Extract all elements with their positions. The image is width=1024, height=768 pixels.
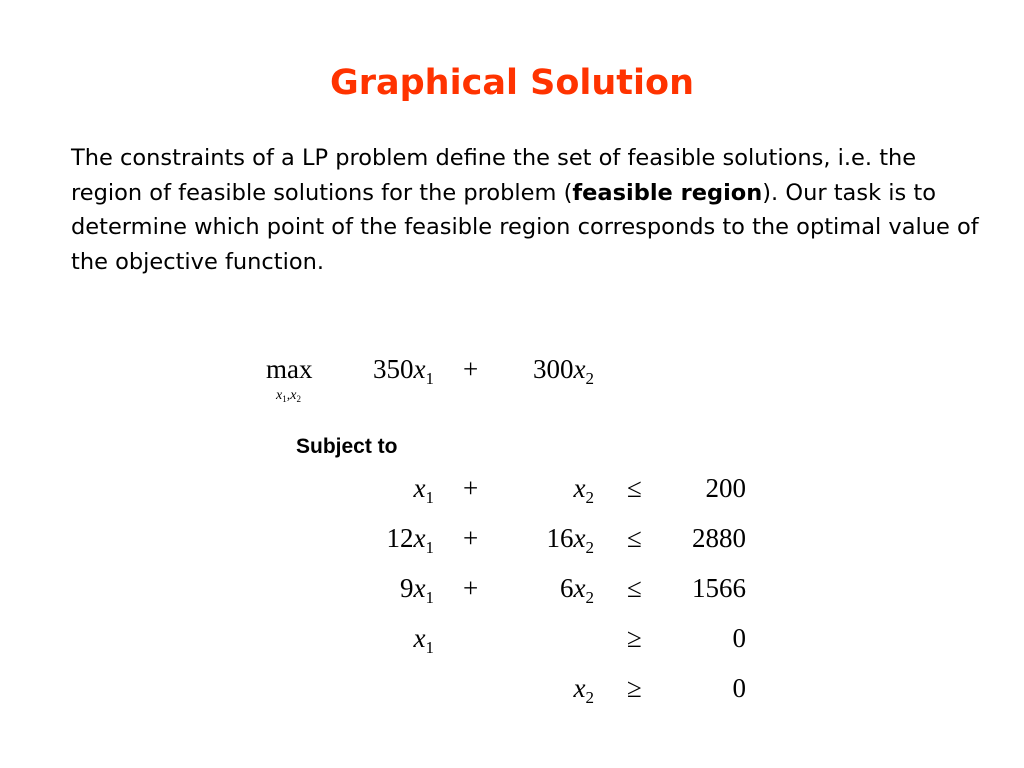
constraint-plus: +	[463, 523, 479, 553]
paragraph-text-2: ). Our task is to determine which point of the feasible region corresponds to the optimal value of the objective function.	[71, 179, 979, 275]
constraint-term-x1: $12x_1$	[386, 523, 434, 557]
constraint-plus: +	[463, 573, 479, 603]
constraint-term-x2: $16x_2$	[546, 523, 594, 557]
constraint-rhs: 0	[732, 673, 746, 703]
feasible-region-term: feasible region	[572, 179, 763, 206]
constraint-relation: ≤	[627, 473, 642, 503]
constraint-term-x2: $x_2$	[573, 673, 594, 707]
constraint-term-x2: $6x_2$	[560, 573, 594, 607]
constraint-term-x1: $x_1$	[413, 473, 434, 507]
constraint-rhs: 2880	[692, 523, 746, 553]
objective-term-1: $350x_1$	[373, 354, 434, 388]
paragraph-text-1: The constraints of a LP problem define the set of feasible solutions, i.e. the region of feasible solutions for the problem (	[71, 145, 917, 206]
constraint-relation: ≥	[627, 673, 642, 703]
constraint-rhs: 0	[732, 623, 746, 653]
constraint-term-x1: $9x_1$	[400, 573, 434, 607]
objective-term-2: $300x_2$	[533, 354, 594, 388]
constraint-relation: ≥	[627, 623, 642, 653]
max-variables: $x_1,x_2$	[276, 388, 301, 404]
max-operator: max	[266, 354, 313, 384]
subject-to-label: Subject to	[296, 435, 398, 458]
constraint-rhs: 200	[705, 473, 746, 503]
constraint-relation: ≤	[627, 573, 642, 603]
constraint-term-x1: $x_1$	[413, 623, 434, 657]
constraint-term-x2: $x_2$	[573, 473, 594, 507]
constraint-rhs: 1566	[692, 573, 746, 603]
constraint-plus: +	[463, 473, 479, 503]
intro-paragraph	[71, 141, 991, 279]
slide-title: Graphical Solution	[330, 63, 694, 103]
objective-plus: +	[463, 354, 479, 384]
constraint-relation: ≤	[627, 523, 642, 553]
